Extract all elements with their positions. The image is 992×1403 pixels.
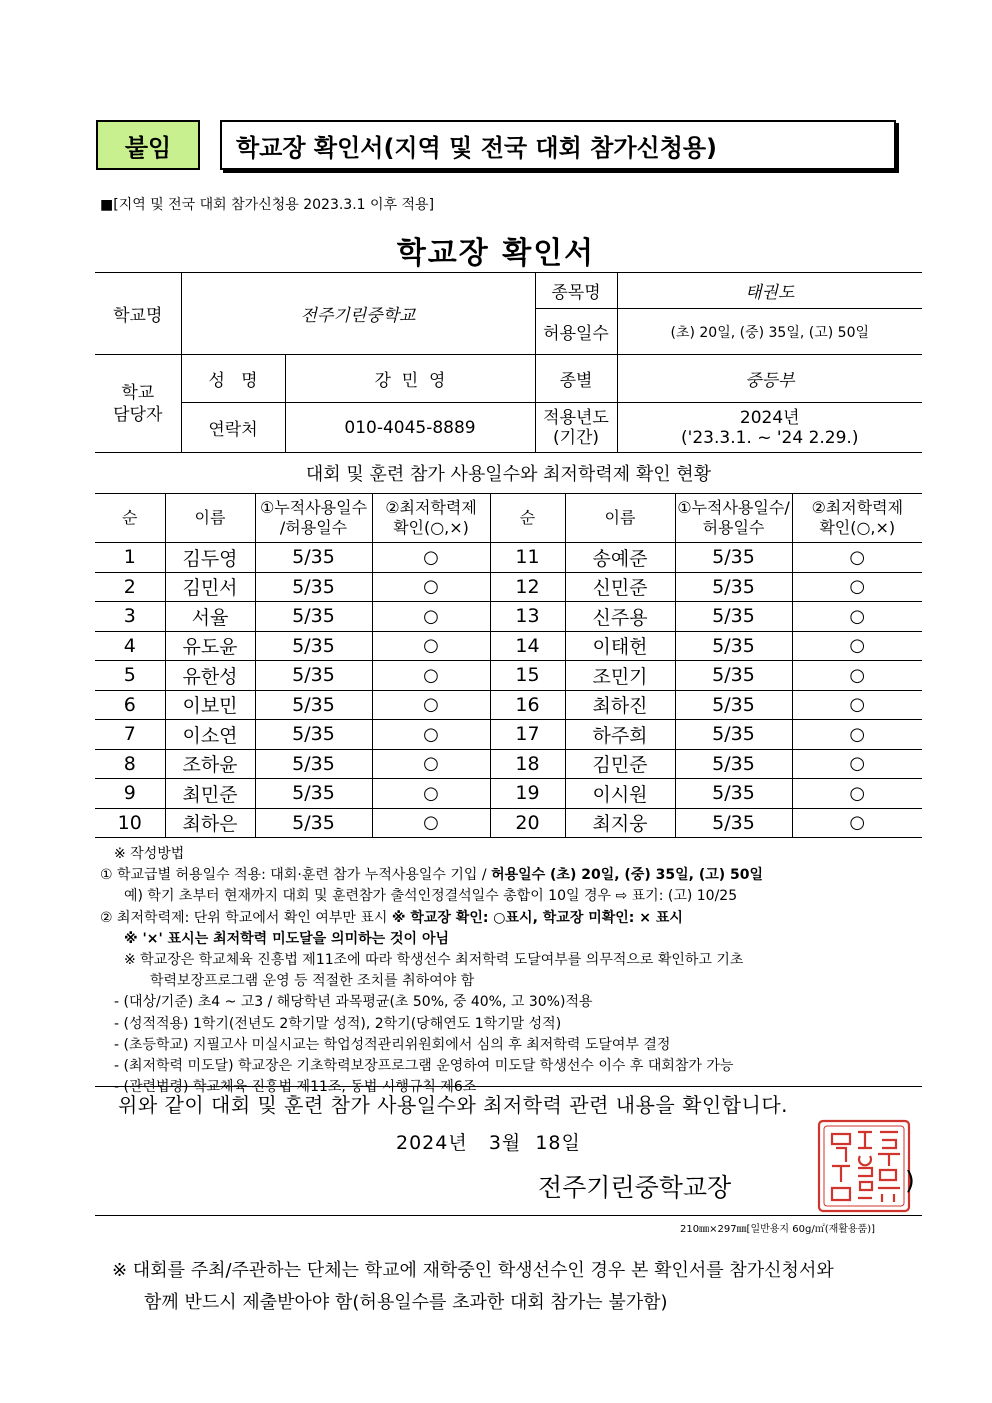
student-name: 이태헌 [565,631,675,661]
student-days: 5/35 [255,543,372,573]
writing-guide [100,844,930,1098]
guide-item-2 [100,908,930,929]
guide-item-1-text: ① 학교급별 허용일수 적용: 대회·훈련 참가 누적사용일수 기입 / [100,867,492,884]
sport-label: 종목명 [535,273,617,309]
student-academic-check: ○ [792,661,922,691]
student-no: 12 [490,572,565,602]
student-days: 5/35 [255,720,372,750]
student-no: 1 [95,543,165,573]
official-seal [816,1118,912,1214]
guide-bullet-underperform: - (최저학력 미도달) 학교장은 기초학력보장프로그램 운영하여 미도달 학생선수 이수 후 대회참가 가능 [114,1058,734,1075]
header-no: 순 [490,494,565,543]
guide-item-2-bold: ※ 학교장 확인: ○표시, 학교장 미확인: × 표시 [391,909,683,926]
student-name: 조민기 [565,661,675,691]
period-value: ('23.3.1. ~ '24 2.29.) [681,427,859,448]
student-academic-check: ○ [792,779,922,809]
paper-spec: 210㎜×297㎜[일반용지 60g/㎡(재활용품)] [680,1224,876,1235]
year-value: 2024년 [739,407,800,428]
header-academic: ②최저학력제 확인(○,×) [792,494,922,543]
student-academic-check: ○ [792,543,922,573]
guide-item-2-note-2: ※ 학교장은 학교체육 진흥법 제11조에 따라 학생선수 최저학력 도달여부를 의무적으로 확인하고 기초 [124,952,744,969]
student-no: 9 [95,779,165,809]
guide-bullet-target: - (대상/기준) 초4 ~ 고3 / 해당학년 과목평균(초 50%, 중 40%, 고 30%)적용 [114,994,593,1011]
table-row [95,543,922,573]
divider [95,1215,922,1216]
student-academic-check: ○ [792,572,922,602]
student-no: 6 [95,690,165,720]
footer-line-2: 함께 반드시 제출받아야 함(허용일수를 초과한 대회 참가는 불가함) [144,1292,668,1313]
student-no: 20 [490,808,565,838]
table-row [95,749,922,779]
divider [95,1086,922,1087]
student-days: 5/35 [675,720,792,750]
student-days: 5/35 [255,631,372,661]
student-name: 유도윤 [165,631,255,661]
table-row [95,690,922,720]
student-no: 11 [490,543,565,573]
student-no: 3 [95,602,165,632]
student-name: 김민서 [165,572,255,602]
name-value: 강 민 영 [285,355,535,403]
student-days: 5/35 [255,661,372,691]
guide-bullet-grades: - (성적적용) 1학기(전년도 2학기말 성적), 2학기(당해연도 1학기말 성적) [114,1015,562,1032]
student-name: 김두영 [165,543,255,573]
student-days: 5/35 [675,602,792,632]
sport-value: 태권도 [617,273,922,309]
student-days: 5/35 [255,749,372,779]
student-no: 10 [95,808,165,838]
student-academic-check: ○ [792,749,922,779]
student-days: 5/35 [255,779,372,809]
student-name: 김민준 [565,749,675,779]
school-value: 전주기린중학교 [181,273,535,355]
student-academic-check: ○ [792,808,922,838]
student-no: 4 [95,631,165,661]
student-name: 최민준 [165,779,255,809]
student-no: 16 [490,690,565,720]
student-academic-check: ○ [792,602,922,632]
days-label: 허용일수 [535,309,617,355]
confirmation-statement: 위와 같이 대회 및 훈련 참가 사용일수와 최저학력 관련 내용을 확인합니다. [118,1093,789,1117]
student-no: 5 [95,661,165,691]
student-days: 5/35 [675,572,792,602]
table-row [95,779,922,809]
student-no: 14 [490,631,565,661]
days-value: (초) 20일, (중) 35일, (고) 50일 [617,309,922,355]
student-academic-check: ○ [372,720,490,750]
info-table [95,272,922,453]
table-row [95,572,922,602]
guide-item-1 [100,865,930,886]
student-academic-check: ○ [372,749,490,779]
document-title: 학교장 확인서 [396,236,596,271]
header-days: ①누적사용일수 /허용일수 [255,494,372,543]
student-days: 5/35 [675,808,792,838]
student-academic-check: ○ [792,631,922,661]
issue-date: 2024년 3월 18일 [396,1132,581,1154]
student-no: 19 [490,779,565,809]
student-days: 5/35 [255,602,372,632]
division-label: 종별 [535,355,617,403]
table-row [95,631,922,661]
student-days: 5/35 [675,543,792,573]
student-name: 유한성 [165,661,255,691]
student-name: 최하진 [565,690,675,720]
student-academic-check: ○ [372,543,490,573]
student-no: 7 [95,720,165,750]
signature-paren: ) [905,1166,915,1195]
apply-note: ■[지역 및 전국 대회 참가신청용 2023.3.1 이후 적용] [100,197,435,213]
manager-label: 학교 담당자 [95,355,181,453]
student-days: 5/35 [675,631,792,661]
student-days: 5/35 [255,690,372,720]
year-cell [617,403,922,453]
guide-item-2-note-1: ※ '×' 표시는 최저학력 미도달을 의미하는 것이 아님 [124,930,449,947]
student-days: 5/35 [675,749,792,779]
student-no: 17 [490,720,565,750]
student-academic-check: ○ [372,808,490,838]
student-name: 이시원 [565,779,675,809]
student-name: 신민준 [565,572,675,602]
student-no: 18 [490,749,565,779]
student-no: 8 [95,749,165,779]
guide-item-1-bold: 허용일수 (초) 20일, (중) 35일, (고) 50일 [491,867,764,884]
attachment-badge: 붙임 [96,120,200,170]
student-no: 13 [490,602,565,632]
table-heading: 대회 및 훈련 참가 사용일수와 최저학력제 확인 현황 [305,464,712,485]
student-name: 하주희 [565,720,675,750]
student-academic-check: ○ [792,690,922,720]
header-academic: ②최저학력제 확인(○,×) [372,494,490,543]
year-label: 적용년도 (기간) [535,403,617,453]
student-academic-check: ○ [792,720,922,750]
student-days: 5/35 [675,779,792,809]
contact-label: 연락처 [181,403,285,453]
student-rows [95,543,922,838]
student-name: 조하윤 [165,749,255,779]
form-title-box [220,120,896,170]
guide-item-2-text: ② 최저학력제: 단위 학교에서 확인 여부만 표시 [100,909,392,926]
student-name: 신주용 [565,602,675,632]
student-academic-check: ○ [372,690,490,720]
division-value: 중등부 [617,355,922,403]
student-no: 2 [95,572,165,602]
footer-note [112,1255,834,1319]
guide-item-1-example: 예) 학기 초부터 현재까지 대회 및 훈련참가 출석인정결석일수 총합이 10일 경우 ⇨ 표기: (고) 10/25 [124,888,738,905]
contact-value: 010-4045-8889 [285,403,535,453]
student-academic-check: ○ [372,661,490,691]
guide-bullet-elementary: - (초등학교) 지필고사 미실시교는 학업성적관리위원회에서 심의 후 최저학력 도달여부 결정 [114,1036,671,1053]
student-name: 최지웅 [565,808,675,838]
form-title: 학교장 확인서(지역 및 전국 대회 참가신청용) [236,133,718,162]
header-name: 이름 [565,494,675,543]
student-academic-check: ○ [372,631,490,661]
name-label: 성 명 [181,355,285,403]
guide-title: ※ 작성방법 [114,846,185,862]
table-row [95,602,922,632]
student-name: 송예준 [565,543,675,573]
student-days: 5/35 [255,808,372,838]
student-name: 이소연 [165,720,255,750]
student-days: 5/35 [675,690,792,720]
student-name: 최하은 [165,808,255,838]
header-days: ①누적사용일수/ 허용일수 [675,494,792,543]
student-name: 서율 [165,602,255,632]
guide-item-2-note-2-cont: 학력보장프로그램 운영 등 적절한 조치를 취하여야 함 [150,973,475,990]
footer-line-1: ※ 대회를 주최/주관하는 단체는 학교에 재학중인 학생선수인 경우 본 확인서를 참가신청서와 [112,1260,834,1281]
table-row [95,808,922,838]
student-no: 15 [490,661,565,691]
student-days: 5/35 [255,572,372,602]
principal-name: 전주기린중학교장 [538,1173,732,1202]
student-academic-check: ○ [372,779,490,809]
header-name: 이름 [165,494,255,543]
student-days: 5/35 [675,661,792,691]
student-table [95,493,922,838]
school-label: 학교명 [95,273,181,355]
student-name: 이보민 [165,690,255,720]
guide-bullet-law: - (관련법령) 학교체육 진흥법 제11조, 동법 시행규칙 제6조 [114,1079,477,1096]
header-no: 순 [95,494,165,543]
table-row [95,661,922,691]
table-row [95,720,922,750]
student-academic-check: ○ [372,602,490,632]
student-academic-check: ○ [372,572,490,602]
